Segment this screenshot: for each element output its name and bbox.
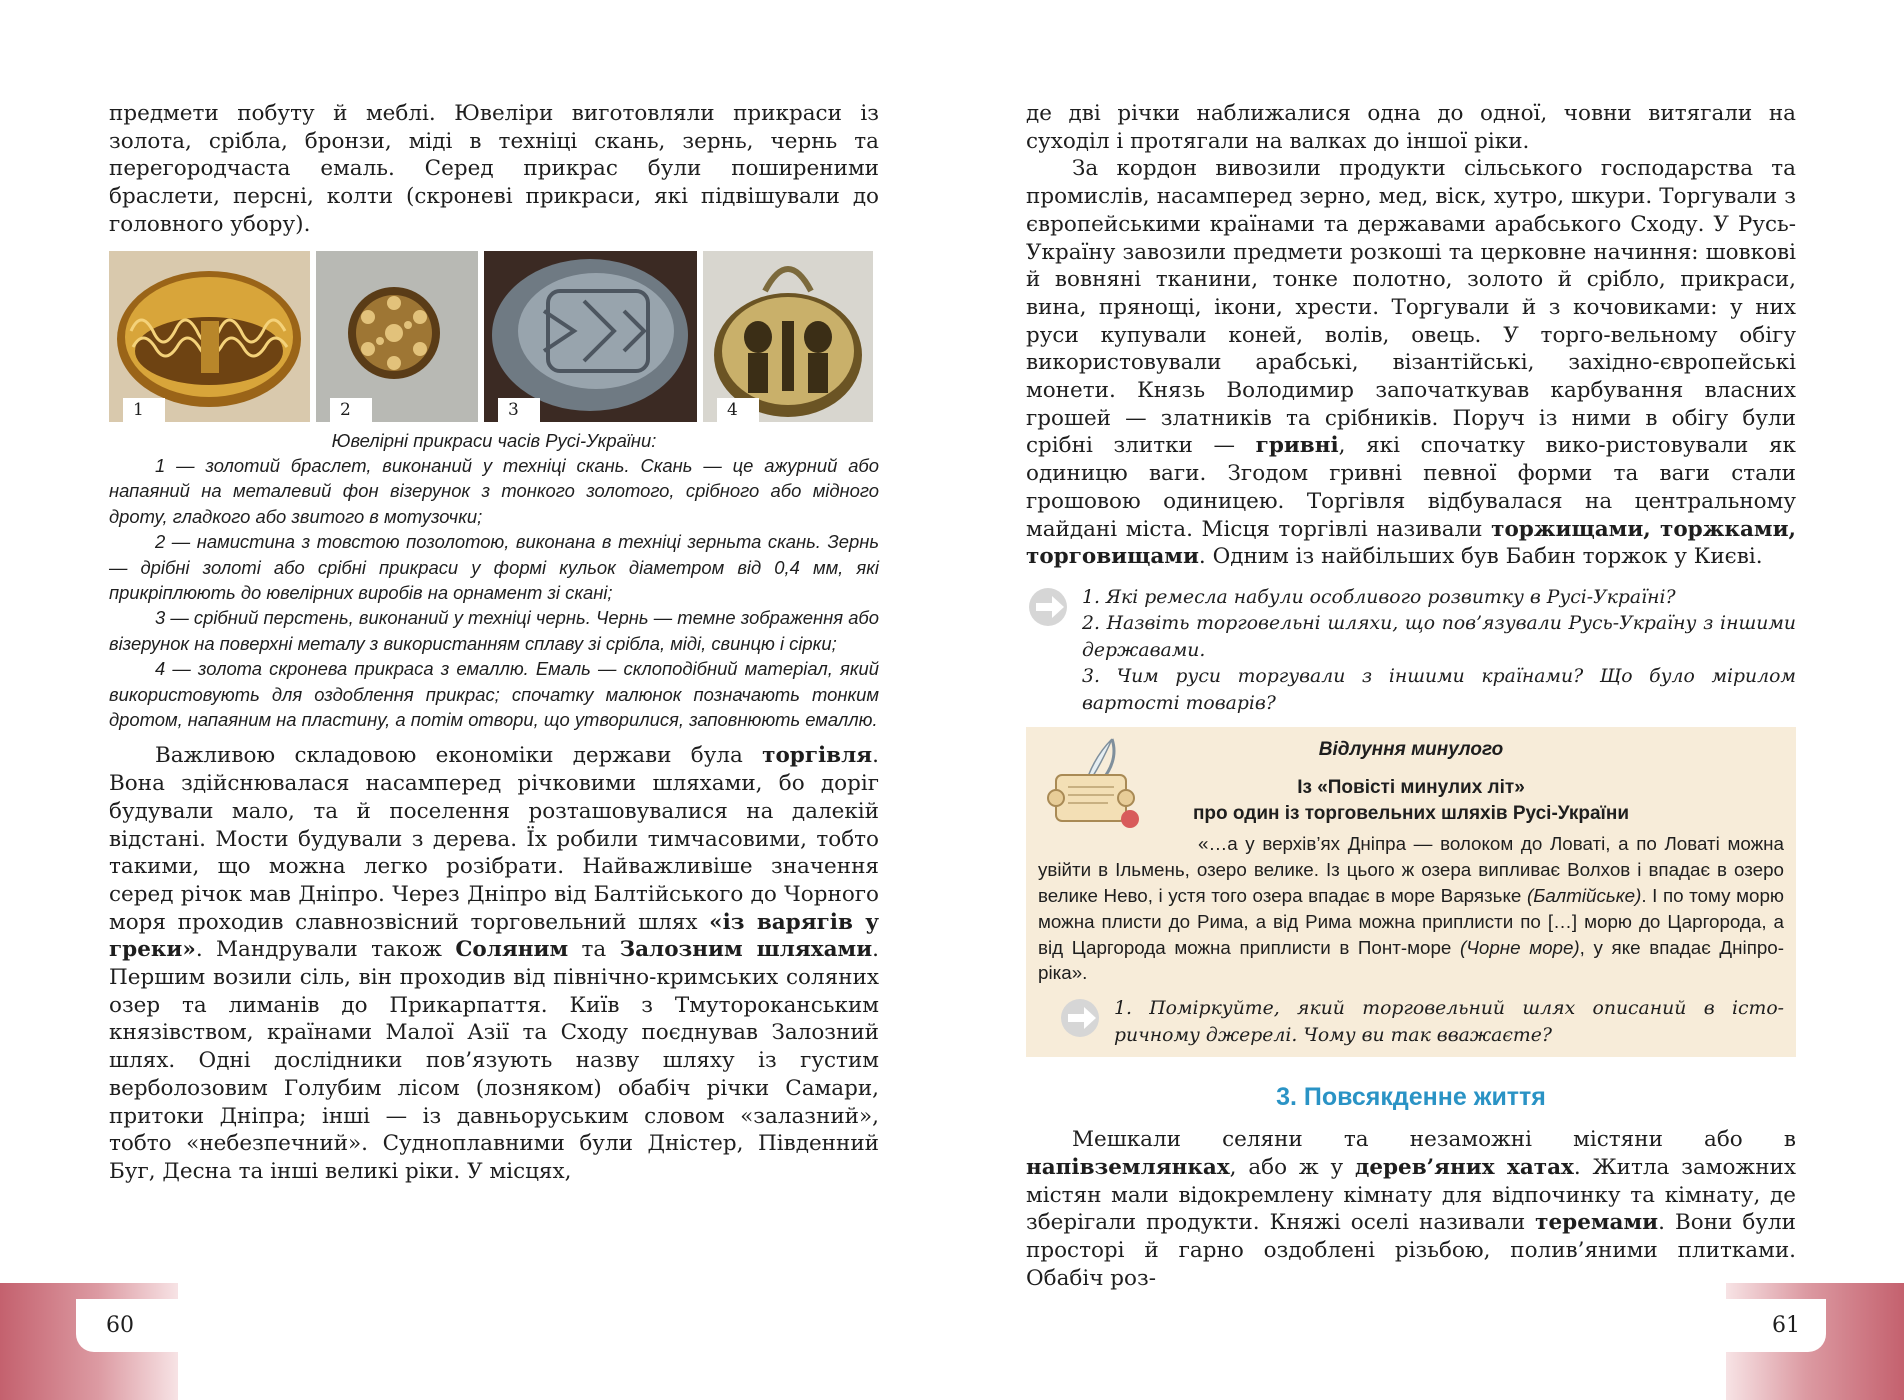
text-run: «…а у верхів’ях Дніпра — волоком до Ловаті, а по Ловаті можна увійти в Ільмень, озеро велике. Із цього ж озера випливає Волхов і впадає в озеро велике Нево, і устя того озера впадає в море Варязьке [1038, 833, 1784, 907]
text-run: Мешкали селяни та незаможні містяни або в [1072, 1127, 1796, 1153]
italic-term: (Чорне море) [1460, 936, 1580, 958]
bold-term: дерев’яних хатах [1355, 1154, 1574, 1180]
right-page [1026, 100, 1796, 1292]
text-run: . Житла заможних містян мали відокремлену кімнату для відпочинку та кімнату, де зберігали продукти. Княжі оселі називали [1026, 1154, 1796, 1236]
review-questions [1026, 585, 1796, 718]
gold-bracelet-icon [109, 251, 310, 422]
silver-ring-icon [484, 251, 697, 422]
bold-term: торгівля [762, 743, 873, 769]
photo-1 [109, 251, 310, 422]
bold-term: торжищами, торжками, торговищами [1026, 516, 1796, 570]
right-paragraph-1: де дві річки наближалися одна до одної, човни витягали на суходіл і протягали на валках до іншої ріки. [1026, 101, 1796, 154]
italic-term: (Балтійське) [1526, 885, 1642, 907]
text-run: . Мандрували також [195, 937, 456, 963]
photo-2 [316, 251, 478, 422]
left-page [109, 100, 879, 1186]
text-run: . Одним із найбільших був Бабин торжок у Києві. [1198, 544, 1763, 570]
text-run: За кордон вивозили продукти сільського господарства та промислів, насамперед зерно, мед, віск, хутро, шкури. Торгували з європейськими країнами та державами арабського Сходу. У Русь-Україну завозили предмети розкоші та церковне начиння: шовкові й вовняні тканини, тонке полотно, золото й срібло, прикраси, вина, прянощі, ікони, хрести. Торгували й з кочовиками: у них руси купували коней, волів, овець. У торго-вельному обігу використовували арабські, візантійські, західно-європейські монети. Князь Володимир започаткував карбування власних грошей — златників та срібників. Поруч із ними в обігу були срібні злитки — [1026, 156, 1796, 459]
text-run: . Першим возили сіль, він проходив від північно-кримських соляних озер та лиманів до Прикарпаття. Київ з Тмутороканським князівством, країнами Малої Азії та Сходу поєднував Залозний шлях. Одні дослідники пов’язують назву шляху із густим верболозовим Голубим лісом (лозняком) обабіч річки Самари, притоки Дніпра; інші — із давньоруським словом «залазний», тобто «небезпечний». Судноплавними були Дністер, Південний Буг, Десна та інші великі ріки. У місцях, [109, 937, 879, 1184]
bold-term: теремами [1535, 1210, 1659, 1236]
photo-caption-1: 1 — золотий браслет, виконаний у техніці скань. Скань — це ажурний або напаяний на металевий фон візерунок з тонкого золотого, срібного або мідного дроту, гладкого або звитого в мотузочки; [109, 454, 879, 527]
right-paragraph-2 [1026, 155, 1796, 571]
photo-caption-3: 3 — срібний перстень, виконаний у техніці чернь. Чернь — темне зображення або візерунок на поверхні металу з використанням сплаву зі срібла, міді, свинцю і сірки; [109, 607, 879, 654]
photo-3 [484, 251, 697, 422]
text-run: , які спочатку вико-ристовували як одиницю ваги. Згодом гривні певної форми та ваги стали грошовою одиницею. Торгівля відбувалася на центральному майдані міста. Місця торгівлі називали [1026, 433, 1796, 542]
jewelry-photos [109, 251, 879, 422]
scroll-and-quill-icon [1038, 735, 1148, 835]
photo-number-3: 3 [498, 398, 540, 422]
right-paragraph-3 [1026, 1126, 1796, 1292]
page-number-left: 60 [76, 1299, 180, 1352]
page-number-right: 61 [1722, 1299, 1826, 1352]
text-run: та [568, 937, 620, 963]
photo-number-4: 4 [717, 398, 759, 422]
source-title-line-2: про один із торговельних шляхів Русі-України [1192, 803, 1630, 825]
question-2: 2. Назвіть торговельні шляхи, що пов’язували Русь-Україну з іншими державами. [1082, 613, 1796, 661]
question-arrow-icon [1026, 585, 1070, 629]
historical-source-box [1026, 727, 1796, 1057]
text-run: , або ж у [1229, 1154, 1355, 1180]
granulated-bead-icon [316, 251, 478, 422]
photo-caption-4: 4 — золота скронева прикраса з емаллю. Емаль — склоподібний матеріал, який використовують для оздоблення прикрас; спочатку малюнок позначають тонким дротом, напаяним на пластину, а потім отвори, що утворилися, заповнюють емаллю. [109, 658, 879, 730]
photo-4 [703, 251, 873, 422]
bold-term: Соляним [455, 937, 569, 963]
bold-term: Залозним шляхами [619, 937, 873, 963]
left-paragraph-2 [109, 742, 879, 1185]
left-paragraph-1: предмети побуту й меблі. Ювеліри виготовляли прикраси із золота, срібла, бронзи, міді в техніці скань, зернь, чернь та перегородчаста емаль. Серед прикрас були поширеними браслети, персні, колти (скроневі прикраси, які підвішували до головного убору). [109, 101, 879, 237]
source-question [1038, 996, 1784, 1049]
question-arrow-icon [1058, 996, 1102, 1040]
source-quote [1038, 831, 1784, 986]
photo-caption-title: Ювелірні прикраси часів Русі-України: [331, 429, 657, 451]
bold-term: гривні [1255, 433, 1339, 459]
text-run: , у яке впадає Дніпро-ріка». [1038, 936, 1785, 984]
bold-term: напівземлянках [1026, 1154, 1230, 1180]
source-question-text: 1. Поміркуйте, який торговельний шлях описаний в істо-ричному джерелі. Чому ви так вважаєте? [1114, 998, 1784, 1046]
photo-number-1: 1 [123, 398, 165, 422]
enamel-temple-pendant-icon [703, 251, 873, 422]
photo-number-2: 2 [330, 398, 372, 422]
text-run: . І по тому морю можна плисти до Рима, а від Рима можна приплисти по […] морю до Царгорода, а від Царгорода можна приплисти в Понт-море [1038, 885, 1785, 958]
text-run: . Вони були просторі й гарно оздоблені різьбою, полив’яними плитками. Обабіч роз- [1026, 1210, 1796, 1291]
question-3: 3. Чим руси торгували з іншими країнами? Що було мірилом вартості товарів? [1082, 666, 1796, 714]
section-title: 3. Повсякденне життя [1276, 1083, 1546, 1112]
text-run: . Вона здійснювалася насамперед річковими шляхами, бо доріг будували мало, та й поселення розташовувалися на далекій відстані. Мости будували з дерева. Їх робили тимчасовими, тобто такими, що можна легко розібрати. Найважливіше значення серед річок мав Дніпро. Через Дніпро від Балтійського до Чорного моря проходив славнозвісний торговельний шлях [109, 743, 879, 935]
text-run: Важливою складовою економіки держави була [155, 743, 763, 769]
photo-caption-2: 2 — намистина з товстою позолотою, виконана в техніці зерньта скань. Зернь — дрібні золоті або срібні прикраси у формі кульок діаметром від 0,4 мм, які прикріплюють до ювелірних виробів на орнамент зі скані; [109, 531, 879, 603]
bold-term: «із варягів у греки» [109, 909, 879, 963]
source-title-line-1: Із «Повісті минулих літ» [1297, 777, 1525, 799]
source-rubric: Відлуння минулого [1318, 739, 1504, 761]
question-1: 1. Які ремесла набули особливого розвитку в Русі-Україні? [1082, 586, 1676, 608]
